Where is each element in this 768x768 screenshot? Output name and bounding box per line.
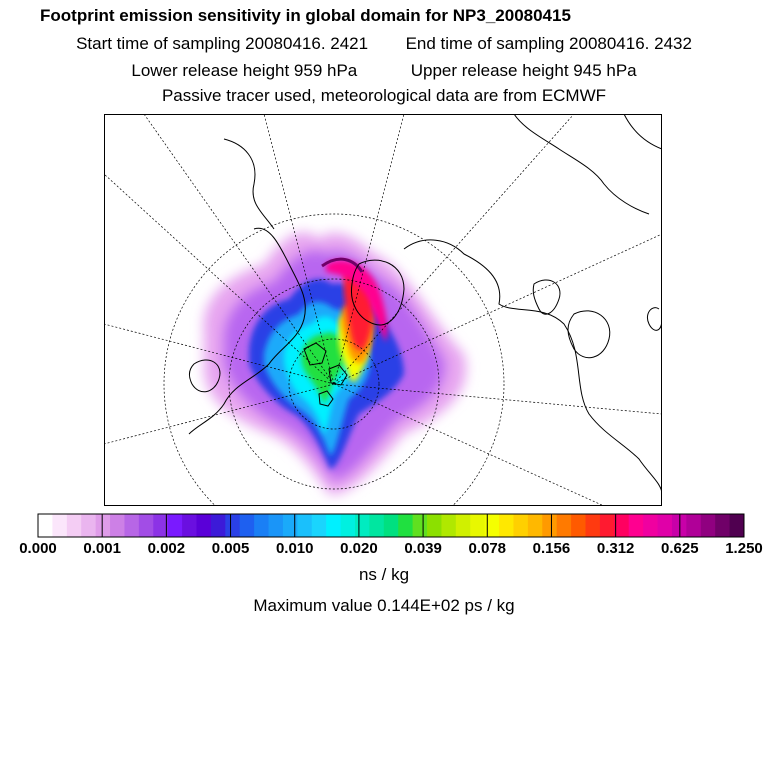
colorbar-cell xyxy=(456,514,471,537)
colorbar-cell xyxy=(571,514,586,537)
colorbar-cell xyxy=(254,514,269,537)
tracer-note: Passive tracer used, meteorological data are from ECMWF xyxy=(161,86,607,105)
colorbar-cell xyxy=(269,514,284,537)
colorbar-cell xyxy=(470,514,485,537)
colorbar-tick-label: 0.039 xyxy=(404,540,442,557)
colorbar-cell xyxy=(586,514,601,537)
sampling-times xyxy=(0,34,768,54)
map-title: Footprint emission sensitivity in global domain for NP3_20080415 xyxy=(40,6,571,25)
upper-release-label: Upper release height 945 hPa xyxy=(410,61,637,80)
colorbar-tick-label: 0.625 xyxy=(661,540,699,557)
colorbar-cell xyxy=(182,514,197,537)
colorbar-tick-label: 0.002 xyxy=(147,540,186,557)
colorbar-cell xyxy=(110,514,125,537)
maximum-value: Maximum value 0.144E+02 ps / kg xyxy=(253,596,515,615)
colorbar-cell xyxy=(629,514,644,537)
colorbar-cell xyxy=(701,514,716,537)
colorbar-cell xyxy=(398,514,413,537)
colorbar-cell xyxy=(326,514,341,537)
colorbar-cell xyxy=(297,514,312,537)
colorbar-cell xyxy=(355,514,370,537)
colorbar-cell xyxy=(211,514,226,537)
colorbar-cell xyxy=(441,514,456,537)
colorbar-cell xyxy=(225,514,240,537)
colorbar-cell xyxy=(413,514,428,537)
start-time-label: Start time of sampling 20080416. 2421 xyxy=(76,34,369,53)
colorbar-cell xyxy=(542,514,557,537)
colorbar-cell xyxy=(528,514,543,537)
end-time-label: End time of sampling 20080416. 2432 xyxy=(405,34,692,53)
colorbar-cell xyxy=(715,514,730,537)
colorbar-cell xyxy=(67,514,82,537)
lower-release-label: Lower release height 959 hPa xyxy=(131,61,358,80)
colorbar-cell xyxy=(124,514,139,537)
colorbar-cell xyxy=(139,514,154,537)
colorbar-tick-label: 1.250 xyxy=(725,540,763,557)
colorbar-tick-label: 0.005 xyxy=(211,540,250,557)
colorbar-cell xyxy=(240,514,255,537)
colorbar-cell xyxy=(643,514,658,537)
colorbar-cell xyxy=(600,514,615,537)
colorbar-cell xyxy=(557,514,572,537)
colorbar-cell xyxy=(283,514,298,537)
release-heights xyxy=(0,61,768,81)
colorbar-cell xyxy=(168,514,183,537)
colorbar-cell xyxy=(427,514,442,537)
colorbar-tick-label: 0.001 xyxy=(83,540,121,557)
colorbar-tick-label: 0.010 xyxy=(275,540,314,557)
footprint-map xyxy=(104,114,662,506)
colorbar-cells xyxy=(38,514,745,537)
colorbar-cell xyxy=(369,514,384,537)
colorbar-cell xyxy=(499,514,514,537)
colorbar-cell xyxy=(658,514,673,537)
colorbar-units: ns / kg xyxy=(358,565,410,584)
colorbar-tick-label: 0.020 xyxy=(340,540,378,557)
colorbar-cell xyxy=(312,514,327,537)
colorbar-cell xyxy=(730,514,745,537)
colorbar-tick-label: 0.078 xyxy=(468,540,507,557)
colorbar xyxy=(0,512,768,572)
colorbar-cell xyxy=(52,514,67,537)
colorbar-cell xyxy=(96,514,111,537)
colorbar-labels xyxy=(19,540,763,557)
colorbar-cell xyxy=(384,514,399,537)
colorbar-cell xyxy=(38,514,53,537)
colorbar-cell xyxy=(686,514,701,537)
colorbar-cell xyxy=(341,514,356,537)
colorbar-tick-label: 0.000 xyxy=(19,540,57,557)
colorbar-cell xyxy=(513,514,528,537)
colorbar-tick-label: 0.312 xyxy=(596,540,635,557)
colorbar-cell xyxy=(196,514,211,537)
colorbar-cell xyxy=(614,514,629,537)
colorbar-cell xyxy=(81,514,96,537)
colorbar-tick-label: 0.156 xyxy=(532,540,571,557)
